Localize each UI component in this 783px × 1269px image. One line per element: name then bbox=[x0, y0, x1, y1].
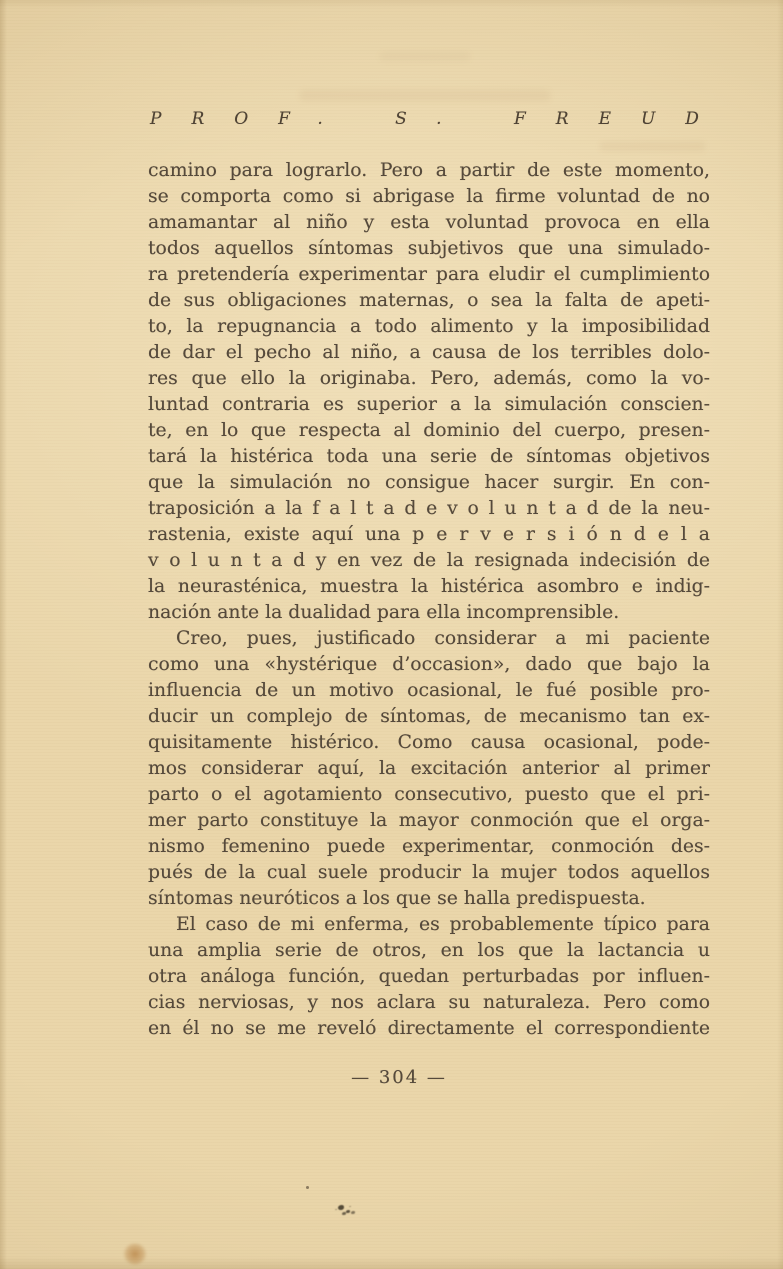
foxing-spot-stain bbox=[123, 1243, 147, 1265]
text-line: res que ello la originaba. Pero, además, como la vo- bbox=[148, 368, 710, 389]
text-line: mer parto constituye la mayor conmoción que el orga- bbox=[148, 810, 710, 831]
text-line: ra pretendería experimentar para eludir el cumplimiento bbox=[148, 264, 710, 285]
text-line: te, en lo que respecta al dominio del cuerpo, presen- bbox=[148, 420, 710, 441]
text-line-emphasis-spaced: traposición a la f a l t a d e v o l u n t a d de la neu- bbox=[148, 498, 710, 519]
text-line: la neurasténica, muestra la histérica asombro e indig- bbox=[148, 576, 710, 597]
show-through-ghost bbox=[600, 142, 705, 151]
text-line: cias nerviosas, y nos aclara su naturaleza. Pero como bbox=[148, 992, 710, 1013]
text-line: mos considerar aquí, la excitación anterior al primer bbox=[148, 758, 710, 779]
text-line: de dar el pecho al niño, a causa de los terribles dolo- bbox=[148, 342, 710, 363]
text-line: ducir un complejo de síntomas, de mecanismo tan ex- bbox=[148, 706, 710, 727]
text-line: que la simulación no consigue hacer surgir. En con- bbox=[148, 472, 710, 493]
text-line-emphasis-spaced: rastenia, existe aquí una p e r v e r s i ó n d e l a bbox=[148, 524, 710, 545]
text-line-paragraph-start: Creo, pues, justificado considerar a mi paciente bbox=[176, 628, 710, 649]
text-line: quisitamente histérico. Como causa ocasional, pode- bbox=[148, 732, 710, 753]
text-line: tará la histérica toda una serie de síntomas objetivos bbox=[148, 446, 710, 467]
text-line: en él no se me reveló directamente el correspondiente bbox=[148, 1018, 710, 1039]
text-line: parto o el agotamiento consecutivo, puesto que el pri- bbox=[148, 784, 710, 805]
text-line: luntad contraria es superior a la simulación conscien- bbox=[148, 394, 710, 415]
text-line: una amplia serie de otros, en los que la lactancia u bbox=[148, 940, 710, 961]
text-line-paragraph-start: El caso de mi enferma, es probablemente típico para bbox=[176, 914, 710, 935]
text-line-emphasis-spaced: v o l u n t a d y en vez de la resignada indecisión de bbox=[148, 550, 710, 571]
text-line-paragraph-end: nación ante la dualidad para ella incomprensible. bbox=[148, 602, 620, 623]
ink-speck-stain bbox=[306, 1186, 309, 1189]
text-line: todos aquellos síntomas subjetivos que una simulado- bbox=[148, 238, 710, 259]
text-line: nismo femenino puede experimentar, conmoción des- bbox=[148, 836, 710, 857]
show-through-ghost bbox=[300, 90, 550, 101]
running-header: PROF. S. FREUD bbox=[150, 109, 729, 129]
show-through-ghost bbox=[380, 52, 470, 61]
text-line: amamantar al niño y esta voluntad provoca en ella bbox=[148, 212, 710, 233]
text-line-paragraph-end: síntomas neuróticos a los que se halla predispuesta. bbox=[148, 888, 646, 909]
text-line: pués de la cual suele producir la mujer todos aquellos bbox=[148, 862, 710, 883]
text-line: camino para lograrlo. Pero a partir de este momento, bbox=[148, 160, 710, 181]
text-line: otra análoga función, quedan perturbadas por influen- bbox=[148, 966, 710, 987]
text-line: to, la repugnancia a todo alimento y la imposibilidad bbox=[148, 316, 710, 337]
text-line: como una «hystérique d’occasion», dado que bajo la bbox=[148, 654, 710, 675]
page-number: — 304 — bbox=[351, 1067, 447, 1088]
text-line: influencia de un motivo ocasional, le fué posible pro- bbox=[148, 680, 710, 701]
text-line: de sus obligaciones maternas, o sea la falta de apeti- bbox=[148, 290, 710, 311]
ink-smudge-stain bbox=[338, 1205, 344, 1210]
text-line: se comporta como si abrigase la firme voluntad de no bbox=[148, 186, 710, 207]
body-text-block bbox=[148, 158, 710, 1042]
